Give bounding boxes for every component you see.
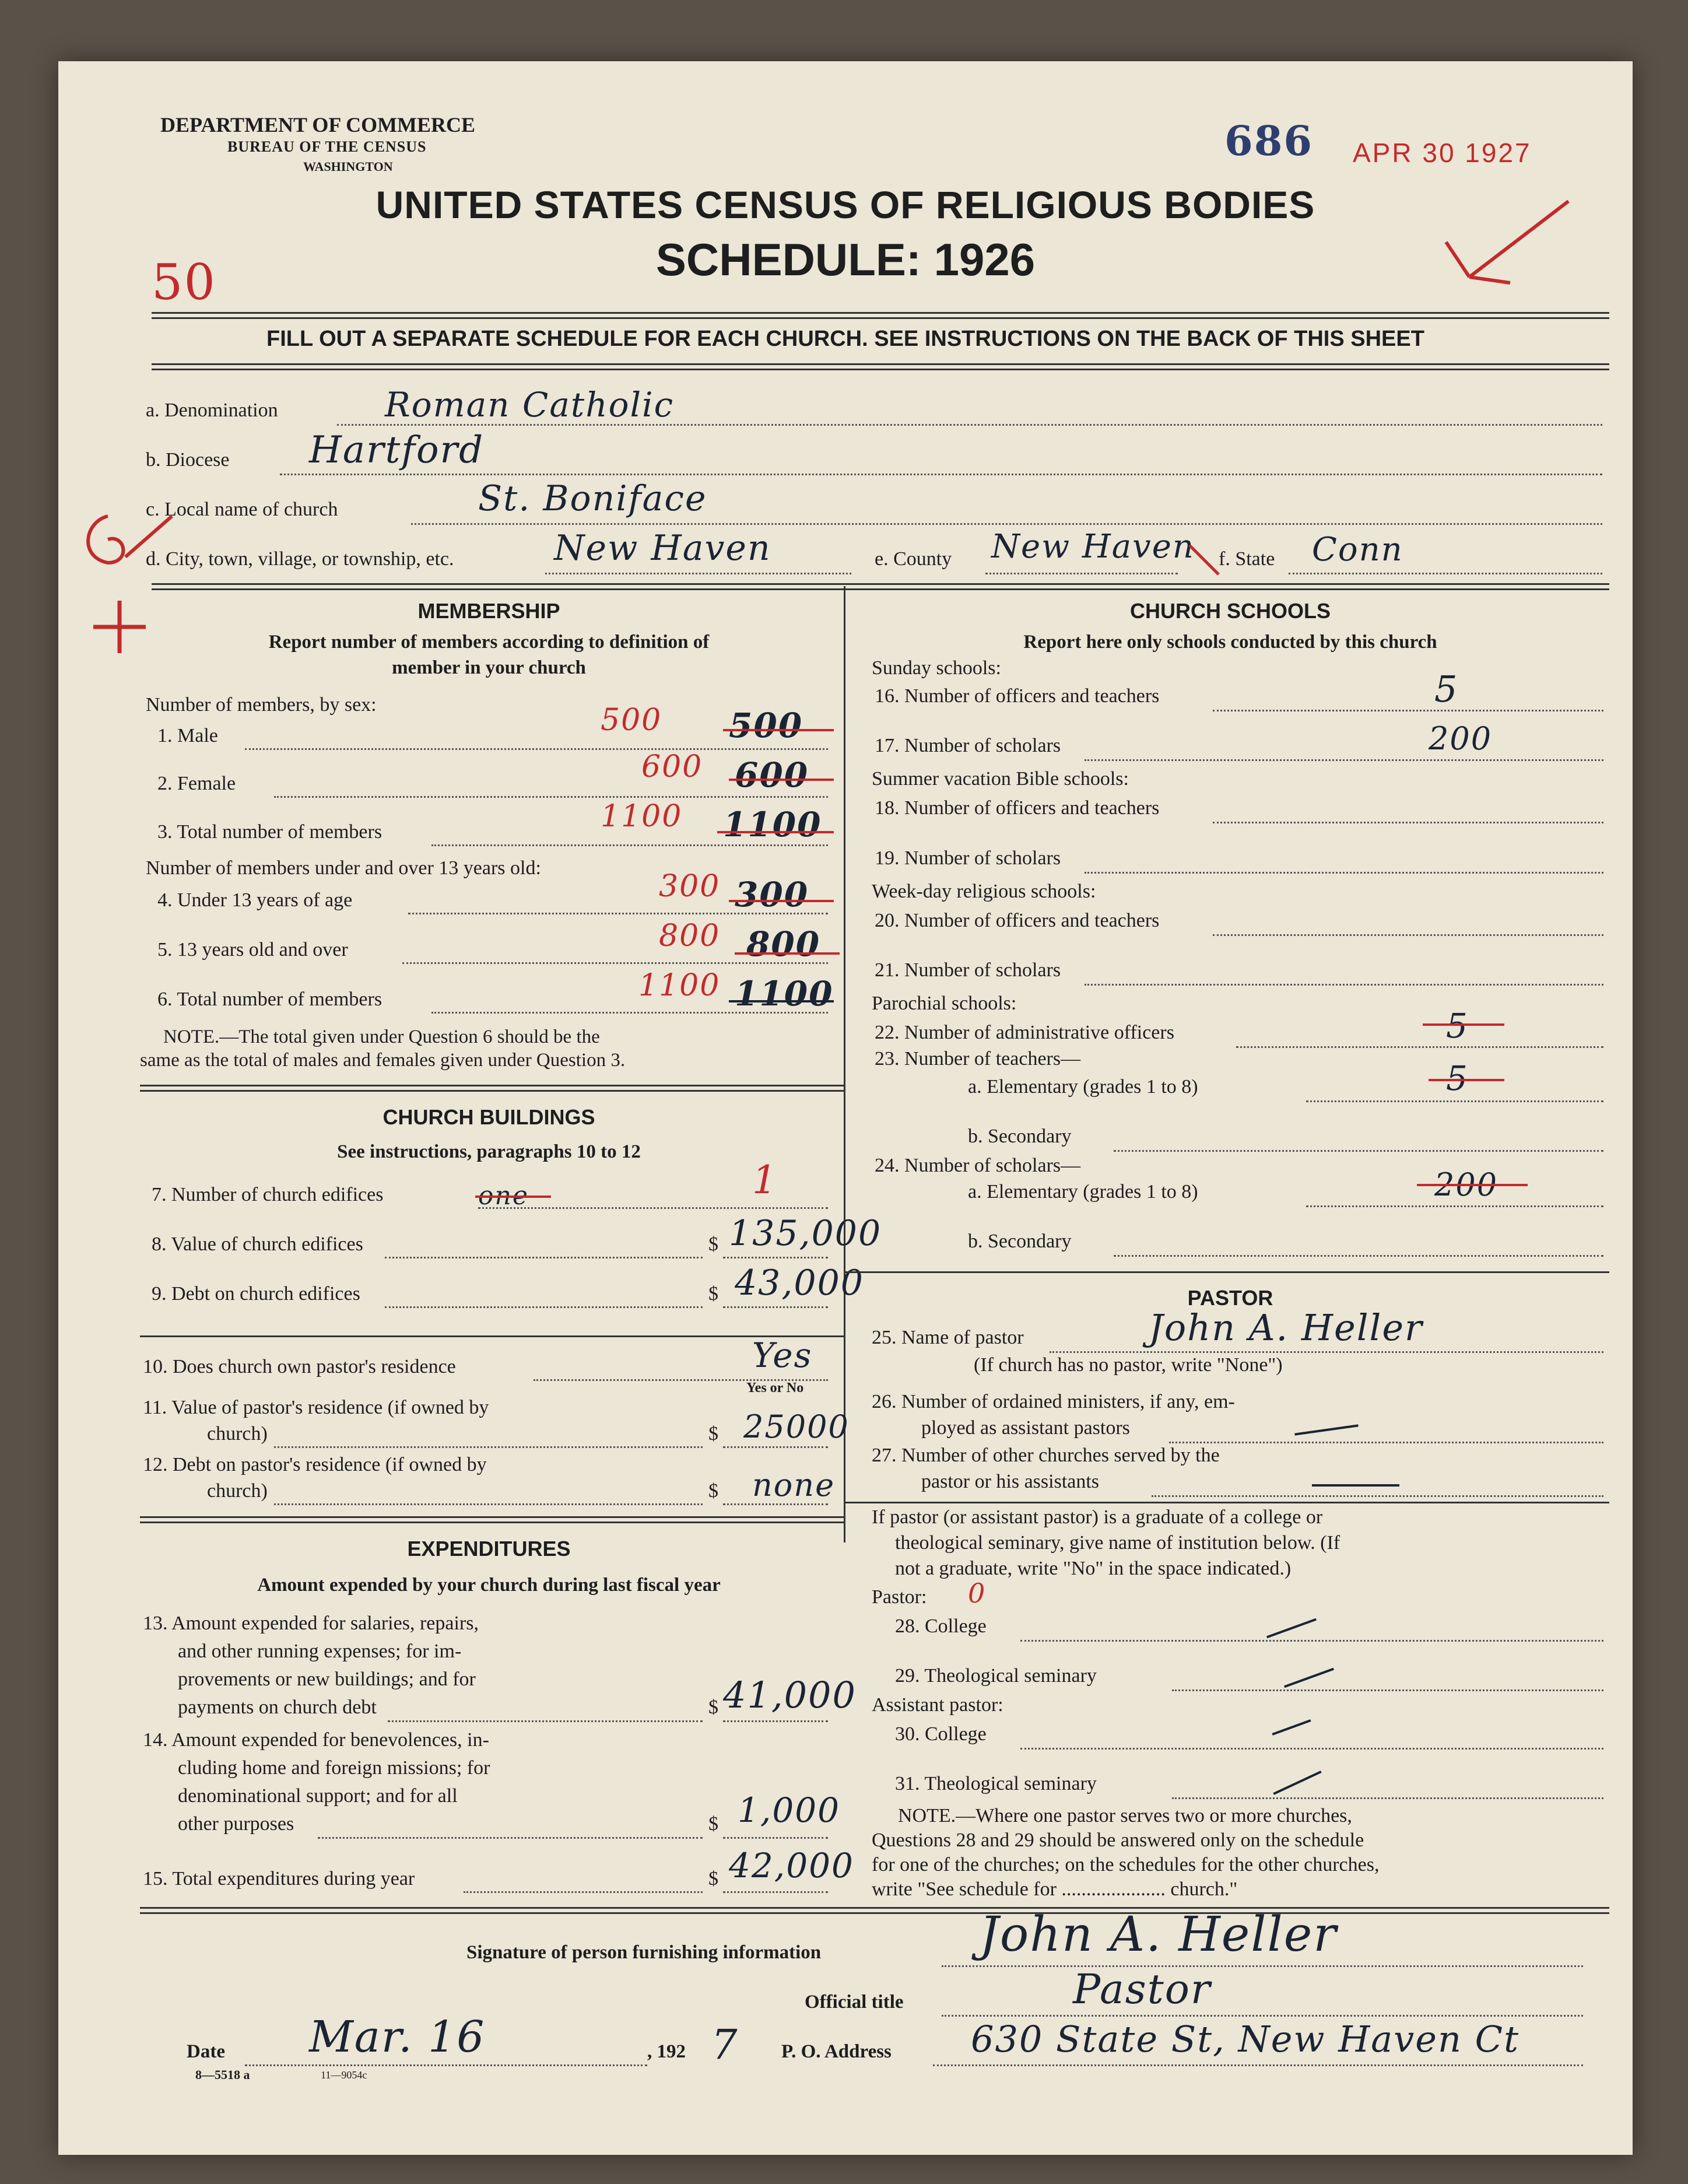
q24a-label: a. Elementary (grades 1 to 8) — [968, 1181, 1198, 1203]
leader — [1172, 1797, 1603, 1799]
leader — [385, 1306, 703, 1308]
q1-label: 1. Male — [157, 725, 218, 746]
q7-label: 7. Number of church edifices — [152, 1184, 384, 1205]
strikethrough — [729, 779, 834, 781]
graduate-instructions: theological seminary, give name of institution below. (If — [895, 1532, 1340, 1554]
by-sex-label: Number of members, by sex: — [146, 694, 377, 716]
membership-subheading: Report number of members according to definition of — [268, 632, 710, 653]
state-value[interactable]: Conn — [1312, 531, 1403, 569]
city-name: WASHINGTON — [303, 159, 393, 174]
pastor-note: NOTE.—Where one pastor serves two or more churches, — [898, 1805, 1352, 1827]
q12-label: 12. Debt on pastor's residence (if owned by — [143, 1454, 487, 1475]
date-value[interactable]: Mar. 16 — [309, 2012, 486, 2062]
q6-label: 6. Total number of members — [157, 988, 382, 1010]
leader — [274, 796, 828, 798]
q23a-value[interactable]: 5 — [1446, 1058, 1469, 1098]
leader — [318, 1837, 703, 1839]
leader — [1213, 822, 1603, 823]
dollar-sign: $ — [708, 1423, 718, 1445]
q10-label: 10. Does church own pastor's residence — [143, 1356, 456, 1377]
q13-label-cont: payments on church debt — [178, 1696, 377, 1718]
leader — [411, 523, 1602, 525]
rule — [140, 1085, 844, 1092]
church-name-value[interactable]: St. Boniface — [478, 478, 707, 519]
leader — [942, 2015, 1583, 2017]
column-divider — [844, 586, 845, 1543]
q6-value[interactable]: 1100 — [735, 974, 834, 1014]
q24b-label: b. Secondary — [968, 1231, 1072, 1252]
year-value[interactable]: 7 — [711, 2021, 739, 2069]
received-date-stamp: APR 30 1927 — [1353, 138, 1532, 168]
leader — [464, 1891, 703, 1893]
strikethrough — [723, 729, 834, 731]
leader — [1213, 934, 1603, 936]
q11-value[interactable]: 25000 — [743, 1408, 850, 1445]
margin-number: 50 — [152, 254, 216, 311]
leader — [245, 748, 828, 750]
q22-value[interactable]: 5 — [1446, 1006, 1469, 1046]
leader — [274, 1446, 703, 1448]
leader — [723, 1257, 828, 1258]
q14-label-cont: other purposes — [178, 1813, 294, 1835]
q11-label: 11. Value of pastor's residence (if owned by — [143, 1397, 489, 1418]
q2-label: 2. Female — [157, 773, 236, 794]
leader — [1085, 759, 1603, 761]
q13-label-cont: and other running expenses; for im- — [178, 1640, 462, 1662]
strikethrough — [475, 1196, 551, 1198]
q20-label: 20. Number of officers and teachers — [875, 910, 1160, 931]
bureau-name: BUREAU OF THE CENSUS — [227, 138, 427, 155]
state-label: f. State — [1219, 548, 1275, 570]
q6-red-value: 1100 — [638, 968, 721, 1003]
q30-label: 30. College — [895, 1723, 987, 1745]
q11-label-cont: church) — [207, 1423, 268, 1445]
diocese-label: b. Diocese — [146, 449, 230, 471]
q10-hint: Yes or No — [746, 1380, 804, 1396]
q21-label: 21. Number of scholars — [875, 959, 1061, 981]
census-schedule-sheet — [58, 61, 1633, 2155]
dash-mark — [1284, 1668, 1334, 1688]
leader — [1020, 1748, 1603, 1750]
q19-label: 19. Number of scholars — [875, 847, 1061, 869]
leader — [942, 1965, 1583, 1967]
leader — [985, 573, 1178, 574]
membership-subheading: member in your church — [392, 657, 586, 678]
leader — [723, 1446, 828, 1448]
leader — [1085, 984, 1603, 986]
q3-value[interactable]: 1100 — [723, 805, 822, 844]
county-label: e. County — [875, 548, 952, 570]
q16-value[interactable]: 5 — [1434, 668, 1459, 710]
q12-value[interactable]: none — [752, 1467, 836, 1503]
leader — [723, 1720, 828, 1722]
q14-label: 14. Amount expended for benevolences, in- — [143, 1729, 489, 1751]
leader — [1306, 1100, 1603, 1102]
membership-note: NOTE.—The total given under Question 6 should be the — [163, 1026, 600, 1047]
q1-value[interactable]: 500 — [729, 706, 803, 745]
q12-label-cont: church) — [207, 1480, 268, 1502]
leader — [1114, 1150, 1603, 1152]
q7-ink-value: one — [478, 1181, 529, 1211]
q28-label: 28. College — [895, 1615, 987, 1637]
leader — [1306, 1205, 1603, 1207]
rule — [152, 312, 1609, 319]
q18-label: 18. Number of officers and teachers — [875, 797, 1160, 819]
schedule-title: SCHEDULE: 1926 — [655, 234, 1036, 285]
county-value[interactable]: New Haven — [991, 528, 1195, 566]
leader — [1172, 1689, 1603, 1691]
leader — [1085, 872, 1603, 874]
dollar-sign: $ — [708, 1696, 718, 1718]
q4-red-value: 300 — [659, 869, 721, 904]
pastor-label: Pastor: — [872, 1586, 927, 1608]
strikethrough — [717, 831, 834, 833]
dollar-sign: $ — [708, 1868, 718, 1889]
official-title-label: Official title — [805, 1992, 904, 2013]
buildings-heading: CHURCH BUILDINGS — [382, 1105, 595, 1129]
by-age-label: Number of members under and over 13 years old: — [146, 857, 541, 879]
dept-name: DEPARTMENT OF COMMERCE — [160, 113, 476, 136]
pastor-note: for one of the churches; on the schedules for the other churches, — [872, 1854, 1380, 1875]
leader — [478, 1207, 828, 1209]
q8-value[interactable]: 135,000 — [729, 1213, 882, 1254]
strikethrough — [1423, 1023, 1504, 1026]
q24-label: 24. Number of scholars— — [875, 1155, 1081, 1176]
leader — [385, 1257, 703, 1258]
q25-value[interactable]: John A. Heller — [1149, 1306, 1423, 1349]
parochial-label: Parochial schools: — [872, 993, 1017, 1014]
q25-hint: (If church has no pastor, write "None") — [974, 1354, 1283, 1376]
denomination-label: a. Denomination — [146, 399, 278, 421]
leader — [1114, 1255, 1603, 1257]
strikethrough — [1417, 1184, 1528, 1186]
pastor-note: write "See schedule for ..................... church." — [872, 1878, 1238, 1900]
q29-label: 29. Theological seminary — [895, 1665, 1097, 1687]
schools-subheading: Report here only schools conducted by this church — [1023, 632, 1437, 653]
q2-value[interactable]: 600 — [735, 755, 809, 795]
leader — [1050, 1351, 1603, 1353]
q26-label: 26. Number of ordained ministers, if any, em- — [872, 1391, 1235, 1412]
dash-mark — [1266, 1618, 1317, 1639]
dollar-sign: $ — [708, 1233, 718, 1255]
q13-value[interactable]: 41,000 — [723, 1674, 857, 1716]
po-address-label: P. O. Address — [781, 2041, 892, 2062]
q4-label: 4. Under 13 years of age — [157, 889, 353, 911]
red-check-mark — [73, 499, 178, 586]
dollar-sign: $ — [708, 1480, 718, 1502]
q2-red-value: 600 — [641, 749, 703, 784]
leader — [723, 1891, 828, 1893]
weekday-label: Week-day religious schools: — [872, 881, 1096, 902]
rule — [140, 1335, 844, 1337]
form-code: 8—5518 a — [195, 2067, 250, 2082]
dash-mark — [1294, 1424, 1358, 1435]
q3-label: 3. Total number of members — [157, 821, 382, 843]
q9-label: 9. Debt on church edifices — [152, 1283, 360, 1305]
strikethrough — [729, 900, 834, 902]
membership-heading: MEMBERSHIP — [417, 599, 560, 623]
leader — [280, 474, 1602, 475]
leader — [274, 1503, 703, 1505]
instructions-banner: FILL OUT A SEPARATE SCHEDULE FOR EACH CHURCH. SEE INSTRUCTIONS ON THE BACK OF THIS SHEET — [266, 327, 1424, 351]
leader — [431, 844, 828, 846]
q22-label: 22. Number of administrative officers — [875, 1022, 1174, 1043]
denomination-value[interactable]: Roman Catholic — [385, 385, 675, 425]
leader — [1020, 1640, 1603, 1642]
signature-label: Signature of person furnishing information — [466, 1942, 822, 1963]
buildings-subheading: See instructions, paragraphs 10 to 12 — [337, 1141, 641, 1162]
q14-value[interactable]: 1,000 — [738, 1790, 841, 1830]
q14-label-cont: cluding home and foreign missions; for — [178, 1757, 490, 1779]
dollar-sign: $ — [708, 1283, 718, 1305]
official-title-value[interactable]: Pastor — [1073, 1965, 1212, 2013]
po-address-value[interactable]: 630 State St, New Haven Ct — [971, 2018, 1519, 2060]
q3-red-value: 1100 — [601, 799, 683, 834]
pastor-mark: 0 — [968, 1577, 987, 1609]
rule — [845, 1271, 1609, 1273]
city-value[interactable]: New Haven — [554, 528, 771, 569]
summer-label: Summer vacation Bible schools: — [872, 768, 1129, 790]
rule — [152, 363, 1609, 370]
leader — [723, 1503, 828, 1505]
dollar-sign: $ — [708, 1813, 718, 1835]
q1-red-value: 500 — [601, 703, 662, 738]
dash-mark — [1312, 1484, 1399, 1487]
strikethrough — [735, 952, 840, 955]
diocese-value[interactable]: Hartford — [309, 429, 485, 472]
signature-value[interactable]: John A. Heller — [980, 1907, 1338, 1962]
city-label: d. City, town, village, or township, etc. — [146, 548, 454, 570]
q5-value[interactable]: 800 — [746, 924, 821, 964]
q27-label: 27. Number of other churches served by the — [872, 1445, 1220, 1466]
q27-label-cont: pastor or his assistants — [921, 1471, 1100, 1492]
assistant-label: Assistant pastor: — [872, 1694, 1003, 1716]
leader — [723, 1837, 828, 1839]
q8-label: 8. Value of church edifices — [152, 1233, 363, 1255]
year-prefix: , 192 — [647, 2041, 686, 2062]
sunday-label: Sunday schools: — [872, 657, 1001, 679]
schools-heading: CHURCH SCHOOLS — [1129, 599, 1331, 623]
q17-value[interactable]: 200 — [1429, 720, 1493, 757]
expenditures-subheading: Amount expended by your church during last fiscal year — [257, 1575, 721, 1596]
q14-label-cont: denominational support; and for all — [178, 1785, 458, 1807]
church-name-label: c. Local name of church — [146, 499, 338, 520]
q4-value[interactable]: 300 — [735, 875, 809, 914]
leader — [545, 573, 851, 574]
q15-value[interactable]: 42,000 — [729, 1846, 854, 1885]
rule — [152, 583, 1609, 590]
red-tick-mark — [1178, 534, 1230, 586]
graduate-instructions: not a graduate, write "No" in the space indicated.) — [895, 1558, 1292, 1579]
leader — [245, 2064, 647, 2066]
q31-label: 31. Theological seminary — [895, 1773, 1097, 1794]
leader — [1152, 1495, 1603, 1497]
leader — [1213, 710, 1603, 711]
q24a-value[interactable]: 200 — [1434, 1166, 1499, 1203]
q23-label: 23. Number of teachers— — [875, 1048, 1081, 1070]
rule — [845, 1502, 1609, 1503]
leader — [933, 2064, 1583, 2066]
strikethrough — [729, 1000, 834, 1002]
q5-label: 5. 13 years old and over — [157, 939, 348, 960]
pastor-note: Questions 28 and 29 should be answered only on the schedule — [872, 1829, 1364, 1851]
q13-label-cont: provements or new buildings; and for — [178, 1668, 476, 1690]
q5-red-value: 800 — [659, 919, 721, 953]
q9-value[interactable]: 43,000 — [735, 1263, 864, 1303]
graduate-instructions: If pastor (or assistant pastor) is a graduate of a college or — [872, 1506, 1323, 1528]
strikethrough — [1429, 1079, 1504, 1081]
q7-value[interactable]: 1 — [752, 1158, 778, 1203]
q13-label: 13. Amount expended for salaries, repairs, — [143, 1612, 479, 1634]
leader — [1289, 573, 1602, 574]
leader — [1236, 1046, 1603, 1048]
q10-value[interactable]: Yes — [752, 1335, 813, 1375]
rule — [140, 1516, 844, 1523]
expenditures-heading: EXPENDITURES — [407, 1537, 571, 1561]
print-code: 11—9054c — [321, 2069, 367, 2081]
rule — [140, 1907, 1609, 1914]
date-label: Date — [187, 2041, 225, 2062]
q23a-label: a. Elementary (grades 1 to 8) — [968, 1076, 1198, 1098]
dash-mark — [1273, 1771, 1321, 1795]
leader — [723, 1306, 828, 1308]
q16-label: 16. Number of officers and teachers — [875, 685, 1160, 707]
dash-mark — [1272, 1719, 1311, 1736]
leader — [1169, 1442, 1603, 1443]
q17-label: 17. Number of scholars — [875, 735, 1061, 756]
q25-label: 25. Name of pastor — [872, 1327, 1024, 1348]
leader — [388, 1720, 703, 1722]
q23b-label: b. Secondary — [968, 1126, 1072, 1147]
q15-label: 15. Total expenditures during year — [143, 1868, 415, 1889]
stamp-number: 686 — [1224, 117, 1314, 165]
membership-note: same as the total of males and females given under Question 3. — [140, 1050, 626, 1071]
q26-label-cont: ployed as assistant pastors — [921, 1417, 1130, 1439]
form-title: UNITED STATES CENSUS OF RELIGIOUS BODIES — [375, 183, 1315, 226]
pastor-heading: PASTOR — [1187, 1286, 1273, 1310]
